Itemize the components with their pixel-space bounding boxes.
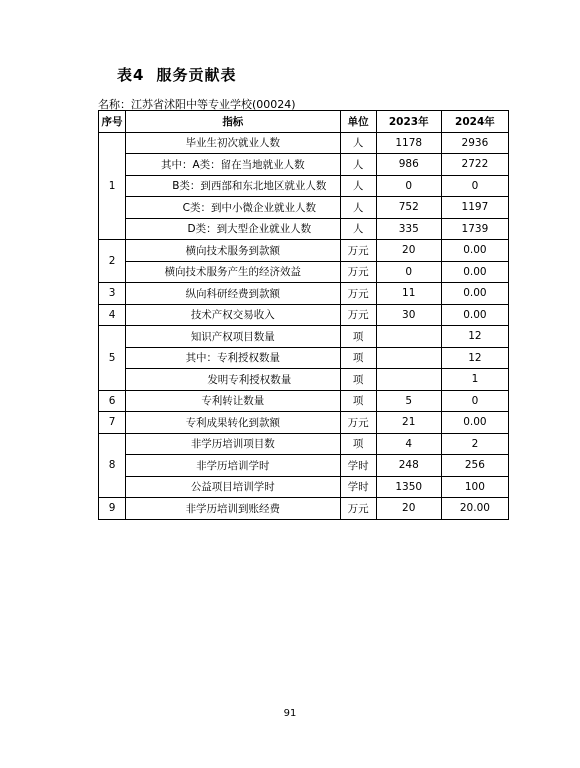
group-number: 9	[99, 498, 126, 520]
unit-cell: 项	[340, 369, 376, 391]
unit-cell: 人	[340, 197, 376, 219]
indicator-cell: 横向技术服务到款额	[126, 240, 341, 262]
indicator-cell: 毕业生初次就业人数	[126, 132, 341, 154]
value-2023-cell: 986	[376, 154, 441, 176]
indicator-cell: 非学历培训项目数	[126, 433, 341, 455]
table-title-text: 服务贡献表	[156, 66, 237, 84]
value-2024-cell: 2722	[441, 154, 508, 176]
indicator-cell: C类：到中小微企业就业人数	[126, 197, 341, 219]
group-number: 3	[99, 283, 126, 305]
header-no: 序号	[99, 111, 126, 133]
unit-cell: 项	[340, 433, 376, 455]
unit-cell: 项	[340, 326, 376, 348]
value-2024-cell: 256	[441, 455, 508, 477]
indicator-cell: 其中：A类：留在当地就业人数	[126, 154, 341, 176]
table-row	[99, 304, 509, 326]
value-2023-cell: 11	[376, 283, 441, 305]
group-number: 5	[99, 326, 126, 391]
table-row	[99, 175, 509, 197]
table-row	[99, 326, 509, 348]
table-row	[99, 218, 509, 240]
indicator-cell: 发明专利授权数量	[126, 369, 341, 391]
unit-cell: 人	[340, 154, 376, 176]
value-2024-cell: 1	[441, 369, 508, 391]
value-2023-cell: 0	[376, 261, 441, 283]
unit-cell: 万元	[340, 240, 376, 262]
table-row	[99, 132, 509, 154]
table-row	[99, 154, 509, 176]
header-2023: 2023年	[376, 111, 441, 133]
unit-cell: 万元	[340, 304, 376, 326]
header-unit: 单位	[340, 111, 376, 133]
indicator-cell: B类：到西部和东北地区就业人数	[126, 175, 341, 197]
table-row	[99, 476, 509, 498]
value-2024-cell: 0	[441, 175, 508, 197]
indicator-cell: D类：到大型企业就业人数	[126, 218, 341, 240]
indicator-cell: 横向技术服务产生的经济效益	[126, 261, 341, 283]
value-2024-cell: 20.00	[441, 498, 508, 520]
group-number: 6	[99, 390, 126, 412]
indicator-cell: 其中：专利授权数量	[126, 347, 341, 369]
table-row	[99, 433, 509, 455]
value-2024-cell: 1739	[441, 218, 508, 240]
table-row	[99, 283, 509, 305]
group-number: 8	[99, 433, 126, 498]
indicator-cell: 纵向科研经费到款额	[126, 283, 341, 305]
value-2023-cell: 20	[376, 498, 441, 520]
value-2023-cell	[376, 326, 441, 348]
value-2024-cell: 0.00	[441, 240, 508, 262]
header-2024: 2024年	[441, 111, 508, 133]
unit-cell: 人	[340, 132, 376, 154]
value-2023-cell	[376, 369, 441, 391]
value-2023-cell: 0	[376, 175, 441, 197]
value-2024-cell: 2	[441, 433, 508, 455]
table-row	[99, 455, 509, 477]
value-2023-cell: 4	[376, 433, 441, 455]
value-2024-cell: 0.00	[441, 412, 508, 434]
indicator-cell: 专利成果转化到款额	[126, 412, 341, 434]
table-row	[99, 197, 509, 219]
value-2024-cell: 0	[441, 390, 508, 412]
unit-cell: 人	[340, 218, 376, 240]
unit-cell: 学时	[340, 455, 376, 477]
value-2024-cell: 100	[441, 476, 508, 498]
value-2023-cell: 248	[376, 455, 441, 477]
value-2023-cell: 20	[376, 240, 441, 262]
indicator-cell: 知识产权项目数量	[126, 326, 341, 348]
table-row	[99, 261, 509, 283]
group-number: 2	[99, 240, 126, 283]
unit-cell: 项	[340, 390, 376, 412]
value-2024-cell: 0.00	[441, 304, 508, 326]
table-header-row	[99, 111, 509, 133]
value-2023-cell: 5	[376, 390, 441, 412]
unit-cell: 学时	[340, 476, 376, 498]
indicator-cell: 非学历培训到账经费	[126, 498, 341, 520]
unit-cell: 人	[340, 175, 376, 197]
unit-cell: 项	[340, 347, 376, 369]
group-number: 1	[99, 132, 126, 240]
table-row	[99, 412, 509, 434]
page-number: 91	[283, 708, 297, 719]
table-row	[99, 347, 509, 369]
header-indicator: 指标	[126, 111, 341, 133]
organization-name: 名称：江苏省沭阳中等专业学校(00024)	[98, 98, 296, 111]
value-2024-cell: 1197	[441, 197, 508, 219]
value-2024-cell: 0.00	[441, 283, 508, 305]
group-number: 4	[99, 304, 126, 326]
value-2024-cell: 12	[441, 326, 508, 348]
table-title	[117, 64, 236, 85]
value-2024-cell: 12	[441, 347, 508, 369]
indicator-cell: 专利转让数量	[126, 390, 341, 412]
group-number: 7	[99, 412, 126, 434]
table-row	[99, 369, 509, 391]
value-2023-cell: 21	[376, 412, 441, 434]
table-title-prefix: 表4	[117, 66, 145, 84]
indicator-cell: 技术产权交易收入	[126, 304, 341, 326]
value-2023-cell: 30	[376, 304, 441, 326]
table-row	[99, 498, 509, 520]
table-row	[99, 240, 509, 262]
indicator-cell: 公益项目培训学时	[126, 476, 341, 498]
value-2023-cell: 752	[376, 197, 441, 219]
unit-cell: 万元	[340, 498, 376, 520]
value-2024-cell: 2936	[441, 132, 508, 154]
unit-cell: 万元	[340, 412, 376, 434]
value-2023-cell: 1350	[376, 476, 441, 498]
value-2024-cell: 0.00	[441, 261, 508, 283]
service-contribution-table	[98, 110, 509, 520]
unit-cell: 万元	[340, 261, 376, 283]
table-row	[99, 390, 509, 412]
value-2023-cell	[376, 347, 441, 369]
value-2023-cell: 335	[376, 218, 441, 240]
value-2023-cell: 1178	[376, 132, 441, 154]
indicator-cell: 非学历培训学时	[126, 455, 341, 477]
unit-cell: 万元	[340, 283, 376, 305]
